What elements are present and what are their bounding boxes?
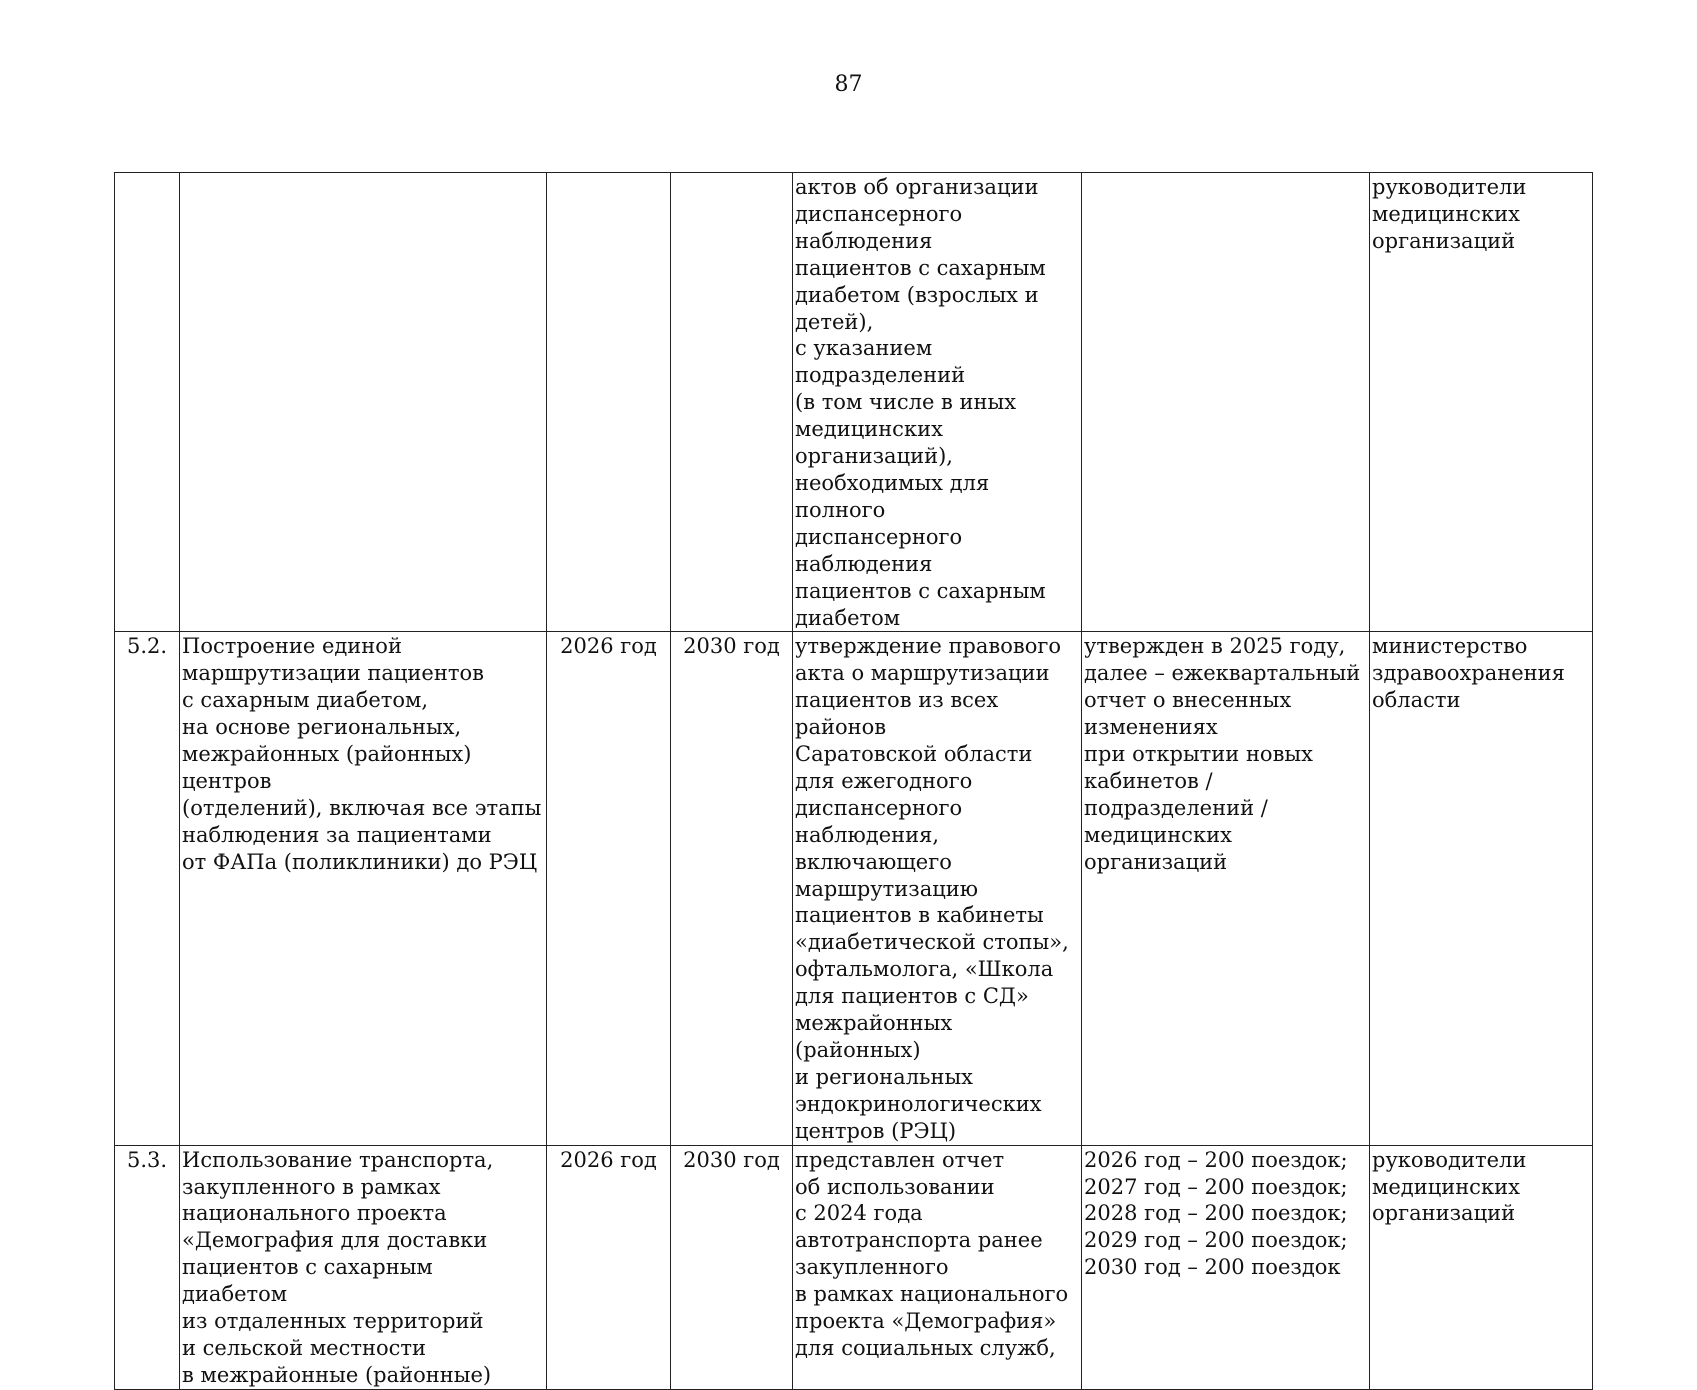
cell-start-date: 2026 год [547,632,671,1145]
cell-responsible: руководители медицинских организаций [1370,1145,1593,1389]
plan-table [114,172,1593,1390]
table-row [115,173,1593,632]
cell-number [115,173,180,632]
cell-end-date: 2030 год [671,632,793,1145]
cell-indicator: утвержден в 2025 году, далее – ежеквартальный отчет о внесенных изменениях при открытии новых кабинетов / подразделений / медицинских организаций [1082,632,1370,1145]
cell-result: утверждение правового акта о маршрутизации пациентов из всех районов Саратовской области для ежегодного диспансерного наблюдения, включающего маршрутизацию пациентов в кабинеты «диабетической стопы», офтальмолога, «Школа для пациентов с СД» межрайонных (районных) и региональных эндокринологических центров (РЭЦ) [793,632,1082,1145]
cell-number: 5.3. [115,1145,180,1389]
cell-activity: Построение единой маршрутизации пациентов с сахарным диабетом, на основе региональных, межрайонных (районных) центров (отделений), включая все этапы наблюдения за пациентами от ФАПа (поликлиники) до РЭЦ [180,632,547,1145]
cell-start-date: 2026 год [547,1145,671,1389]
cell-end-date [671,173,793,632]
cell-indicator [1082,173,1370,632]
cell-number: 5.2. [115,632,180,1145]
cell-responsible: министерство здравоохранения области [1370,632,1593,1145]
cell-result: представлен отчет об использовании с 2024 года автотранспорта ранее закупленного в рамках национального проекта «Демография» для социальных служб, [793,1145,1082,1389]
cell-activity: Использование транспорта, закупленного в рамках национального проекта «Демография для доставки пациентов с сахарным диабетом из отдаленных территорий и сельской местности в межрайонные (районные) [180,1145,547,1389]
cell-result: актов об организации диспансерного наблюдения пациентов с сахарным диабетом (взрослых и детей), с указанием подразделений (в том числе в иных медицинских организаций), необходимых для полного диспансерного наблюдения пациентов с сахарным диабетом [793,173,1082,632]
table-row [115,1145,1593,1389]
cell-activity [180,173,547,632]
page-number: 87 [834,72,863,97]
cell-end-date: 2030 год [671,1145,793,1389]
cell-indicator: 2026 год – 200 поездок; 2027 год – 200 поездок; 2028 год – 200 поездок; 2029 год – 200 поездок; 2030 год – 200 поездок [1082,1145,1370,1389]
cell-start-date [547,173,671,632]
cell-responsible: руководители медицинских организаций [1370,173,1593,632]
table-row [115,632,1593,1145]
